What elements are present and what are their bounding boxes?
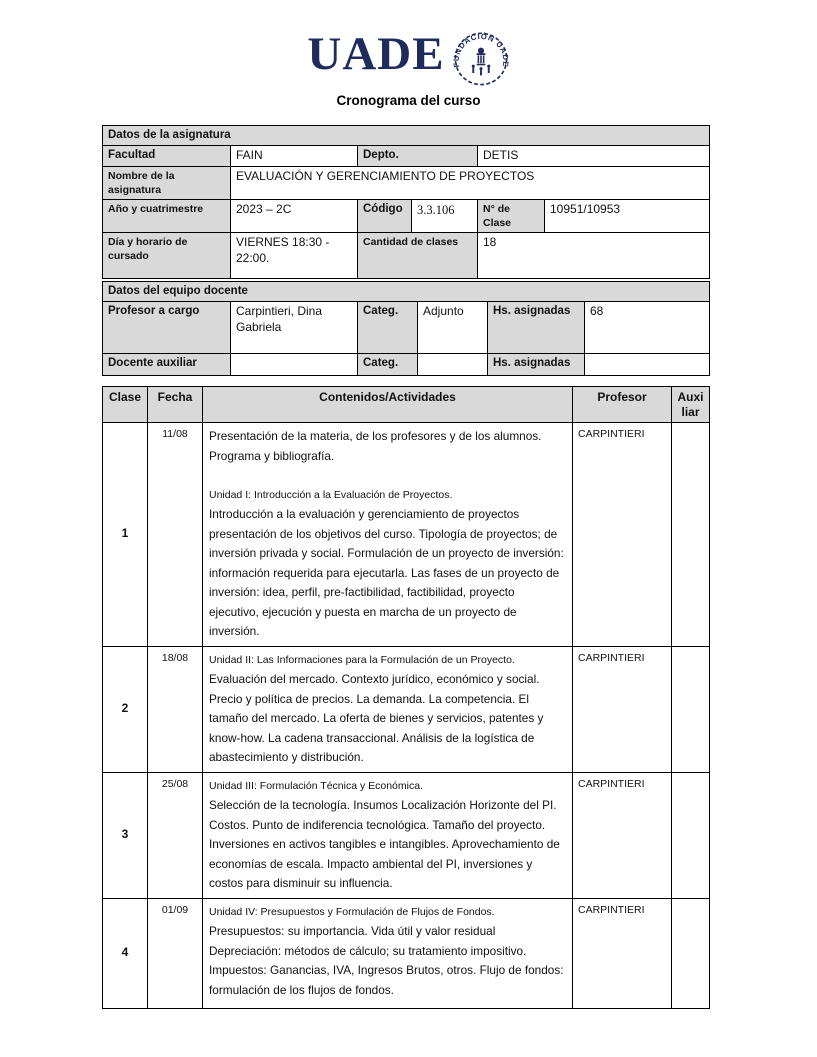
dia-horario-value: VIERNES 18:30 - 22:00. xyxy=(231,233,358,279)
contenido-unidad: Unidad II: Las Informaciones para la Formulación de un Proyecto. xyxy=(209,653,515,666)
uade-logo xyxy=(0,26,817,87)
fecha-value: 18/08 xyxy=(148,646,203,772)
contenido-unidad: Unidad I: Introducción a la Evaluación de Proyectos. xyxy=(209,488,453,501)
cronograma-row-2 xyxy=(103,646,710,772)
column-header-clase: Clase xyxy=(103,387,148,423)
codigo-value: 3.3.106 xyxy=(412,199,478,232)
horas-asignadas2-label: Hs. asignadas xyxy=(488,353,585,375)
clase-number: 1 xyxy=(103,423,148,647)
contenidos-cell xyxy=(203,423,573,647)
contenidos-cell xyxy=(203,898,573,1008)
contenidos-cell xyxy=(203,772,573,898)
auxiliar-value xyxy=(672,423,710,647)
codigo-label: Código xyxy=(358,199,412,232)
equipo-table-header: Datos del equipo docente xyxy=(103,282,710,302)
cantidad-clases-label: Cantidad de clases xyxy=(358,233,478,279)
clase-number: 4 xyxy=(103,898,148,1008)
facultad-value: FAIN xyxy=(231,145,358,166)
seal-text: FUNDACIÓN UADE xyxy=(451,31,510,68)
profesor-value: CARPINTIERI xyxy=(573,423,672,647)
fecha-value: 01/09 xyxy=(148,898,203,1008)
cronograma-table xyxy=(102,386,710,1009)
categoria2-value xyxy=(418,353,488,375)
fundacion-uade-seal-icon xyxy=(452,29,510,87)
column-header-profesor: Profesor xyxy=(573,387,672,423)
column-header-contenidos: Contenidos/Actividades xyxy=(203,387,573,423)
profesor-cargo-value: Carpintieri, Dina Gabriela xyxy=(231,301,358,353)
dia-horario-label: Día y horario de cursado xyxy=(103,233,231,279)
contenido-unidad: Unidad III: Formulación Técnica y Económica. xyxy=(209,779,423,792)
clase-number: 2 xyxy=(103,646,148,772)
auxiliar-value xyxy=(672,898,710,1008)
anio-cuatrimestre-label: Año y cuatrimestre xyxy=(103,199,231,232)
horas-asignadas2-value xyxy=(585,353,710,375)
clase-number: 3 xyxy=(103,772,148,898)
contenido-intro: Presentación de la materia, de los profesores y de los alumnos. Programa y bibliografía. xyxy=(209,429,542,463)
numero-clase-value: 10951/10953 xyxy=(545,199,710,232)
asignatura-table-header: Datos de la asignatura xyxy=(103,126,710,146)
uade-wordmark: UADE xyxy=(307,28,445,80)
cantidad-clases-value: 18 xyxy=(478,233,710,279)
asignatura-table xyxy=(102,125,710,279)
depto-label: Depto. xyxy=(358,145,478,166)
anio-cuatrimestre-value: 2023 – 2C xyxy=(231,199,358,232)
contenido-detalle: Introducción a la evaluación y gerenciamiento de proyectos presentación de los objetivos del curso. Tipología de proyectos; de inversión privada y social. Formulación de un proyecto de inversión: información requerida para ejecutarla. Las fases de un proyecto de inversión: idea, perfil, pre-factibilidad, factibilidad, proyecto ejecutivo, ejecución y puesta en marcha de un proyecto de inversión. xyxy=(209,507,564,638)
categoria-label: Categ. xyxy=(358,301,418,353)
facultad-label: Facultad xyxy=(103,145,231,166)
cronograma-row-4 xyxy=(103,898,710,1008)
column-header-auxiliar: Auxiliar xyxy=(672,387,710,423)
contenido-detalle: Selección de la tecnología. Insumos Localización Horizonte del PI. Costos. Punto de indiferencia tecnológica. Tamaño del proyecto. Inversiones en activos tangibles e intangibles. Aprovechamiento de economías de escala. Impacto ambiental del PI, inversiones y costos para disminuir su influencia. xyxy=(209,798,560,890)
auxiliar-value xyxy=(672,772,710,898)
seal-tower-icon xyxy=(471,48,490,76)
page-title: Cronograma del curso xyxy=(336,93,481,108)
fecha-value: 11/08 xyxy=(148,423,203,647)
profesor-value: CARPINTIERI xyxy=(573,772,672,898)
nombre-asignatura-value: EVALUACIÓN Y GERENCIAMIENTO DE PROYECTOS xyxy=(231,166,710,199)
profesor-value: CARPINTIERI xyxy=(573,646,672,772)
docente-auxiliar-value xyxy=(231,353,358,375)
horas-asignadas-value: 68 xyxy=(585,301,710,353)
contenidos-cell xyxy=(203,646,573,772)
auxiliar-value xyxy=(672,646,710,772)
cronograma-row-3 xyxy=(103,772,710,898)
horas-asignadas-label: Hs. asignadas xyxy=(488,301,585,353)
profesor-cargo-label: Profesor a cargo xyxy=(103,301,231,353)
equipo-docente-table xyxy=(102,281,710,376)
contenido-detalle: Presupuestos: su importancia. Vida útil y valor residual Depreciación: métodos de cálculo; su tratamiento impositivo. Impuestos: Ganancias, IVA, Ingresos Brutos, otros. Flujo de fondos: formulación de los flujos de fondos. xyxy=(209,924,564,997)
numero-clase-label: N° de Clase xyxy=(478,199,545,232)
column-header-fecha: Fecha xyxy=(148,387,203,423)
nombre-asignatura-label: Nombre de la asignatura xyxy=(103,166,231,199)
categoria-value: Adjunto xyxy=(418,301,488,353)
contenido-detalle: Evaluación del mercado. Contexto jurídico, económico y social. Precio y política de precios. La demanda. La competencia. El tamaño del mercado. La oferta de bienes y servicios, patentes y know-how. La cadena transaccional. Análisis de la logística de abastecimiento y distribución. xyxy=(209,672,544,764)
depto-value: DETIS xyxy=(478,145,710,166)
contenido-unidad: Unidad IV: Presupuestos y Formulación de Flujos de Fondos. xyxy=(209,905,495,918)
docente-auxiliar-label: Docente auxiliar xyxy=(103,353,231,375)
fecha-value: 25/08 xyxy=(148,772,203,898)
profesor-value: CARPINTIERI xyxy=(573,898,672,1008)
cronograma-row-1 xyxy=(103,423,710,647)
categoria2-label: Categ. xyxy=(358,353,418,375)
